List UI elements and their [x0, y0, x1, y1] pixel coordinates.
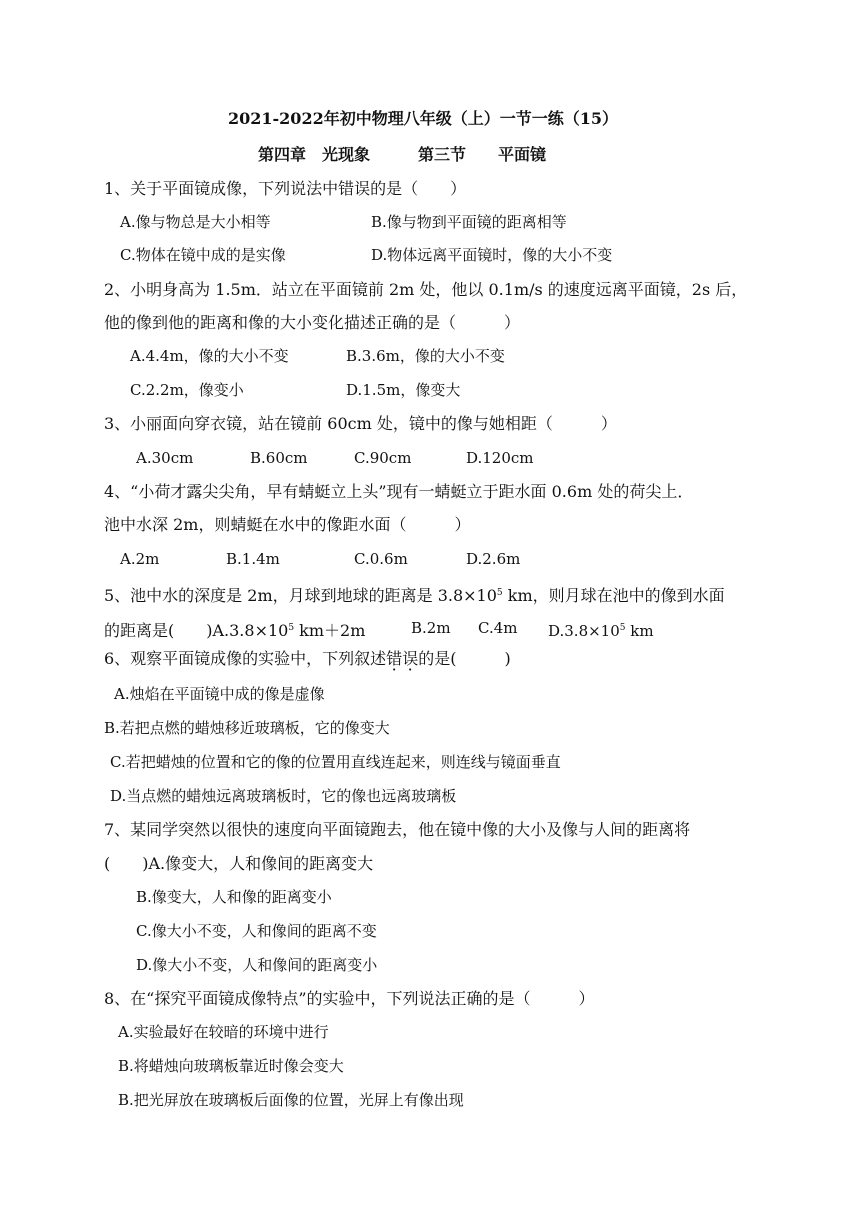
q5-stem-part2: km，则月球在池中的像到水面 [502, 586, 725, 605]
q7-option-d: D.像大小不变，人和像间的距离变小 [136, 956, 378, 974]
q7-stem-line2: ( )A.像变大，人和像间的距离变大 [104, 854, 374, 873]
q5-option-a-exponent: 5 [288, 623, 295, 633]
q5-option-d-part1: D.3.8×10 [548, 622, 620, 640]
q4-option-b: B.1.4m [226, 550, 280, 568]
q1-stem: 1、关于平面镜成像，下列说法中错误的是（ ） [104, 179, 467, 198]
q5-option-d-part2: km [625, 622, 654, 640]
q8-option-a: A.实验最好在较暗的环境中进行 [118, 1023, 329, 1041]
q3-option-b: B.60cm [250, 449, 308, 467]
q5-stem-line1 [104, 583, 725, 606]
q2-stem-line1: 2、小明身高为 1.5m．站立在平面镜前 2m 处，他以 0.1m/s 的速度远离平面镜，2s 后， [104, 280, 748, 299]
q7-stem-line1: 7、某同学突然以很快的速度向平面镜跑去，他在镜中像的大小及像与人间的距离将 [104, 820, 691, 839]
q4-option-d: D.2.6m [466, 550, 521, 568]
q8-option-c: B.把光屏放在玻璃板后面像的位置，光屏上有像出现 [118, 1091, 464, 1109]
q5-option-c: C.4m [478, 619, 518, 637]
q6-option-a: A.烛焰在平面镜中成的像是虚像 [114, 685, 325, 703]
q5-option-a-part2: km＋2m [294, 621, 366, 640]
q2-option-c: C.2.2m，像变小 [130, 381, 244, 399]
q6-stem-post: 的是( ) [418, 649, 511, 668]
q1-option-c: C.物体在镜中成的是实像 [120, 246, 286, 264]
q2-option-b: B.3.6m，像的大小不变 [346, 347, 505, 365]
q6-emphasis-2: 误 [402, 649, 419, 668]
q7-option-c: C.像大小不变，人和像间的距离不变 [136, 922, 377, 940]
q4-stem-line2: 池中水深 2m，则蜻蜓在水中的像距水面（ ） [104, 515, 471, 534]
q6-stem-pre: 6、观察平面镜成像的实验中，下列叙述 [104, 649, 387, 668]
q6-option-b: B.若把点燃的蜡烛移近玻璃板，它的像变大 [104, 719, 390, 737]
q3-option-d: D.120cm [466, 449, 534, 467]
q5-stem-part1: 5、池中水的深度是 2m，月球到地球的距离是 3.8×10 [104, 586, 497, 605]
q1-option-b: B.像与物到平面镜的距离相等 [371, 213, 567, 231]
q6-option-c: C.若把蜡烛的位置和它的像的位置用直线连起来，则连线与镜面垂直 [110, 753, 561, 771]
q3-option-c: C.90cm [354, 449, 412, 467]
q5-option-b: B.2m [411, 619, 451, 637]
q1-option-d: D.物体远离平面镜时，像的大小不变 [371, 246, 613, 264]
q5-option-d-exponent: 5 [619, 623, 626, 633]
q8-stem: 8、在“探究平面镜成像特点”的实验中，下列说法正确的是（ ） [104, 989, 595, 1008]
q2-option-a: A.4.4m，像的大小不变 [130, 347, 289, 365]
worksheet-title: 2021-2022年初中物理八年级（上）一节一练（15） [228, 109, 618, 128]
q6-option-d: D.当点燃的蜡烛远离玻璃板时，它的像也远离玻璃板 [110, 787, 457, 805]
q2-option-d: D.1.5m，像变大 [346, 381, 461, 399]
q5-stem-line2 [104, 618, 365, 641]
q6-stem [104, 649, 511, 669]
q1-option-a: A.像与物总是大小相等 [120, 213, 271, 231]
q5-option-d [548, 618, 654, 641]
chapter-heading: 第四章 光现象 第三节 平面镜 [258, 145, 547, 164]
q4-option-a: A.2m [120, 550, 160, 568]
q3-option-a: A.30cm [136, 449, 194, 467]
q5-option-a-part1: 的距离是( )A.3.8×10 [104, 621, 289, 640]
q4-stem-line1: 4、“小荷才露尖尖角，早有蜻蜓立上头”现有一蜻蜓立于距水面 0.6m 处的荷尖上． [104, 482, 694, 501]
q6-emphasis-1: 错 [386, 649, 403, 668]
q2-stem-line2: 他的像到他的距离和像的大小变化描述正确的是（ ） [104, 313, 521, 332]
q5-exponent: 5 [496, 588, 503, 598]
q4-option-c: C.0.6m [354, 550, 408, 568]
q3-stem: 3、小丽面向穿衣镜，站在镜前 60cm 处，镜中的像与她相距（ ） [104, 414, 617, 433]
q7-option-b: B.像变大，人和像的距离变小 [136, 888, 332, 906]
q8-option-b: B.将蜡烛向玻璃板靠近时像会变大 [118, 1057, 344, 1075]
